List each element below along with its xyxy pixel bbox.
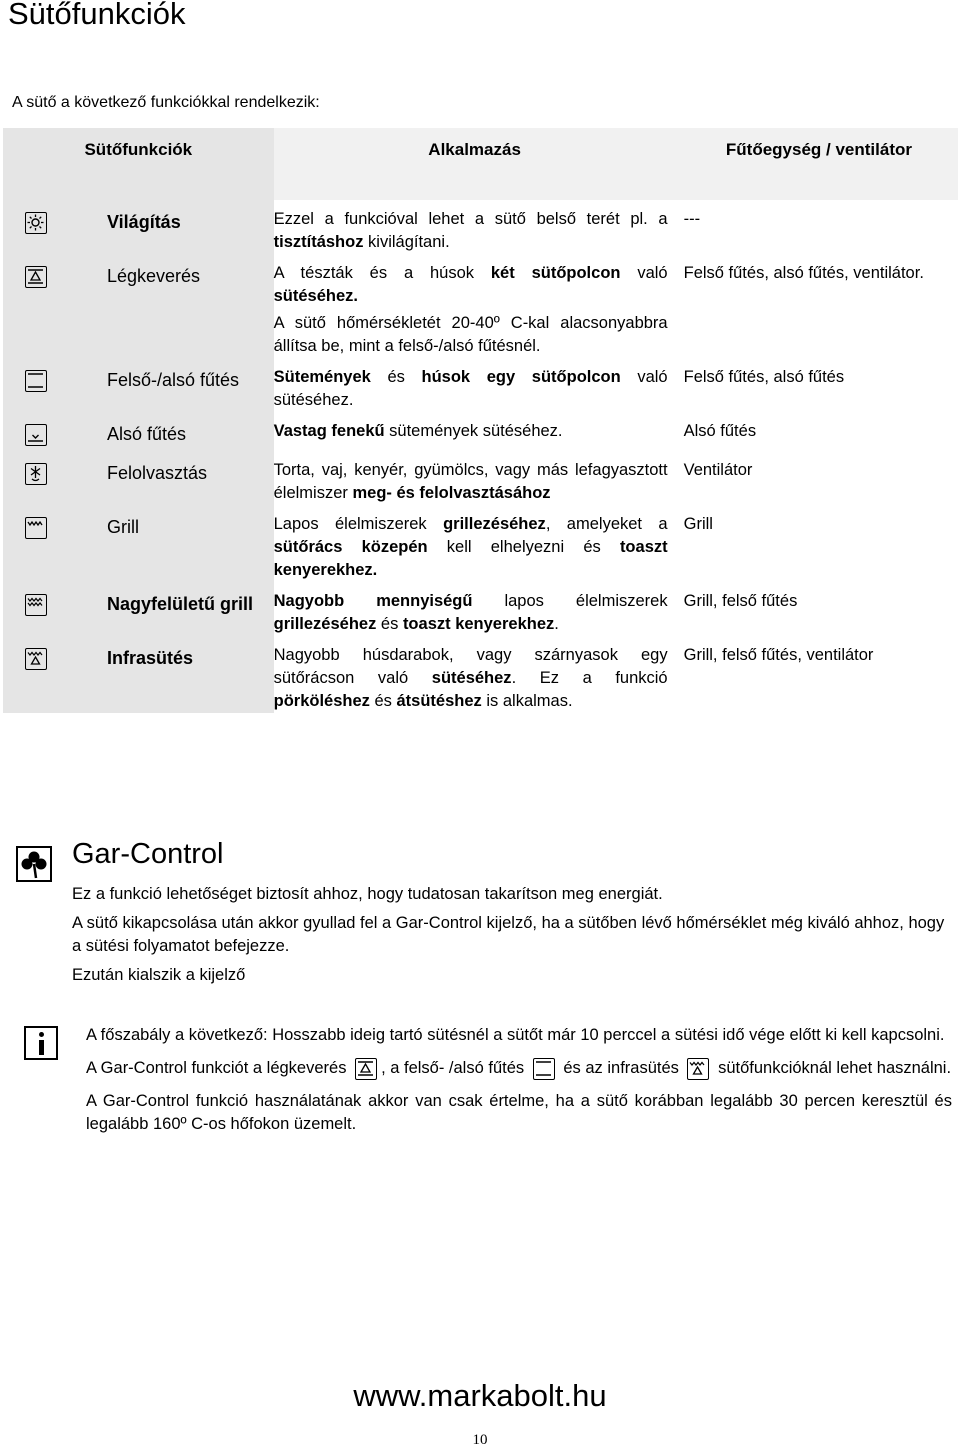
function-name: Felső-/alsó fűtés — [103, 358, 274, 412]
info-paragraph-1: A főszabály a következő: Hosszabb ideig tartó sütésnél a sütőt már 10 perccel a sütési idő vége előtt ki kell kapcsolni. — [86, 1026, 945, 1044]
function-application: Ezzel a funkcióval lehet a sütő belső terét pl. a tisztításhoz kivilágítani. — [273, 210, 668, 251]
function-heating: Grill, felső fűtés, ventilátor — [683, 646, 874, 664]
gar-control-paragraph-1: Ez a funkció lehetőséget biztosít ahhoz, hogy tudatosan takarítson meg energiát. — [72, 885, 663, 903]
function-name: Felolvasztás — [103, 451, 274, 505]
large-grill-icon — [25, 594, 47, 616]
table-row — [3, 358, 958, 412]
function-application: Nagyobb húsdarabok, vagy szárnyasok egy sütőrácson való sütéséhez. Ez a funkció pörköléshez és átsütéshez is alkalmas. — [273, 646, 668, 710]
function-application: Sütemények és húsok egy sütőpolcon való sütéséhez. — [273, 368, 668, 409]
table-row — [3, 200, 958, 254]
footer-url: www.markabolt.hu — [353, 1378, 607, 1413]
function-name: Légkeverés — [103, 254, 274, 358]
function-heating: Felső fűtés, alsó fűtés — [683, 368, 845, 386]
function-application: A tészták és a húsok két sütőpolcon való sütéséhez. A sütő hőmérsékletét 20-40º C-kal alacsonyabbra állítsa be, mint a felső-/alsó fűtésnél. — [274, 254, 676, 358]
function-heating: --- — [683, 210, 701, 228]
table-row — [3, 582, 958, 636]
function-icon-cell — [3, 358, 103, 412]
infra-bake-icon — [25, 648, 47, 670]
info-icon — [24, 1026, 58, 1060]
infra-bake-icon — [687, 1058, 709, 1080]
gar-control-paragraph-3: Ezután kialszik a kijelző — [72, 966, 246, 984]
table-row — [3, 451, 958, 505]
function-name: Infrasütés — [103, 636, 274, 713]
info-section — [86, 1024, 952, 1146]
defrost-icon — [25, 463, 47, 485]
function-icon-cell — [3, 505, 103, 582]
header-heating: Fűtőegység / ventilátor — [676, 128, 958, 200]
gar-control-section — [72, 838, 952, 993]
function-icon-cell — [3, 200, 103, 254]
function-application: Lapos élelmiszerek grillezéséhez, amelyeket a sütőrács közepén kell elhelyezni és toaszt kenyerekhez. — [273, 515, 668, 579]
function-icon-cell — [3, 412, 103, 451]
function-name: Nagyfelületű grill — [103, 582, 274, 636]
function-application: Torta, vaj, kenyér, gyümölcs, vagy más lefagyasztott élelmiszer meg- és felolvasztásához — [273, 461, 668, 502]
function-icon-cell — [3, 636, 103, 713]
fan-heat-icon — [25, 266, 47, 288]
function-application: Nagyobb mennyiségű lapos élelmiszerek grillezéséhez és toaszt kenyerekhez. — [273, 592, 668, 633]
function-name: Grill — [103, 505, 274, 582]
table-row — [3, 505, 958, 582]
table-header-row — [3, 128, 958, 200]
oven-functions-table — [3, 128, 958, 713]
function-application-note: A sütő hőmérsékletét 20-40º C-kal alacsonyabbra állítsa be, mint a felső-/alsó fűtésnél. — [273, 314, 668, 355]
top-bottom-heat-icon — [533, 1058, 555, 1080]
function-name: Alsó fűtés — [103, 412, 274, 451]
function-heating: Ventilátor — [683, 461, 753, 479]
grill-icon — [25, 517, 47, 539]
table-row — [3, 636, 958, 713]
lamp-icon — [25, 212, 47, 234]
header-application: Alkalmazás — [274, 128, 676, 200]
top-bottom-heat-icon — [25, 370, 47, 392]
function-icon-cell — [3, 451, 103, 505]
page-title: Sütőfunkciók — [8, 0, 186, 31]
function-icon-cell — [3, 254, 103, 358]
table-row — [3, 254, 958, 358]
function-heating: Felső fűtés, alsó fűtés, ventilátor. — [683, 264, 924, 282]
header-function: Sütőfunkciók — [3, 128, 274, 200]
page-number: 10 — [472, 1432, 488, 1448]
function-heating: Alsó fűtés — [683, 422, 757, 440]
table-row — [3, 412, 958, 451]
gar-control-paragraph-2: A sütő kikapcsolása után akkor gyullad fel a Gar-Control kijelző, ha a sütőben lévő hőmérséklet még kiváló ahhoz, hogy a sütési folyamatot befejezze. — [72, 914, 945, 955]
function-heating: Grill, felső fűtés — [683, 592, 798, 610]
gar-control-title: Gar-Control — [72, 838, 224, 870]
info-paragraph-2: A Gar-Control funkciót a légkeverés , a felső- /alsó fűtés és az infrasütés sütőfunkcióknál lehet használni. — [86, 1057, 952, 1080]
function-application: Vastag fenekű sütemények sütéséhez. — [273, 422, 563, 440]
clover-icon — [16, 846, 52, 882]
function-heating: Grill — [683, 515, 713, 533]
bottom-heat-icon — [25, 424, 47, 446]
function-name: Világítás — [103, 200, 274, 254]
info-paragraph-3: A Gar-Control funkció használatának akkor van csak értelme, ha a sütő korábban legalább 30 percen keresztül és legalább 160º C-os hőfokon üzemelt. — [86, 1092, 952, 1133]
function-icon-cell — [3, 582, 103, 636]
intro-text: A sütő a következő funkciókkal rendelkezik: — [12, 94, 320, 111]
fan-heat-icon — [355, 1058, 377, 1080]
